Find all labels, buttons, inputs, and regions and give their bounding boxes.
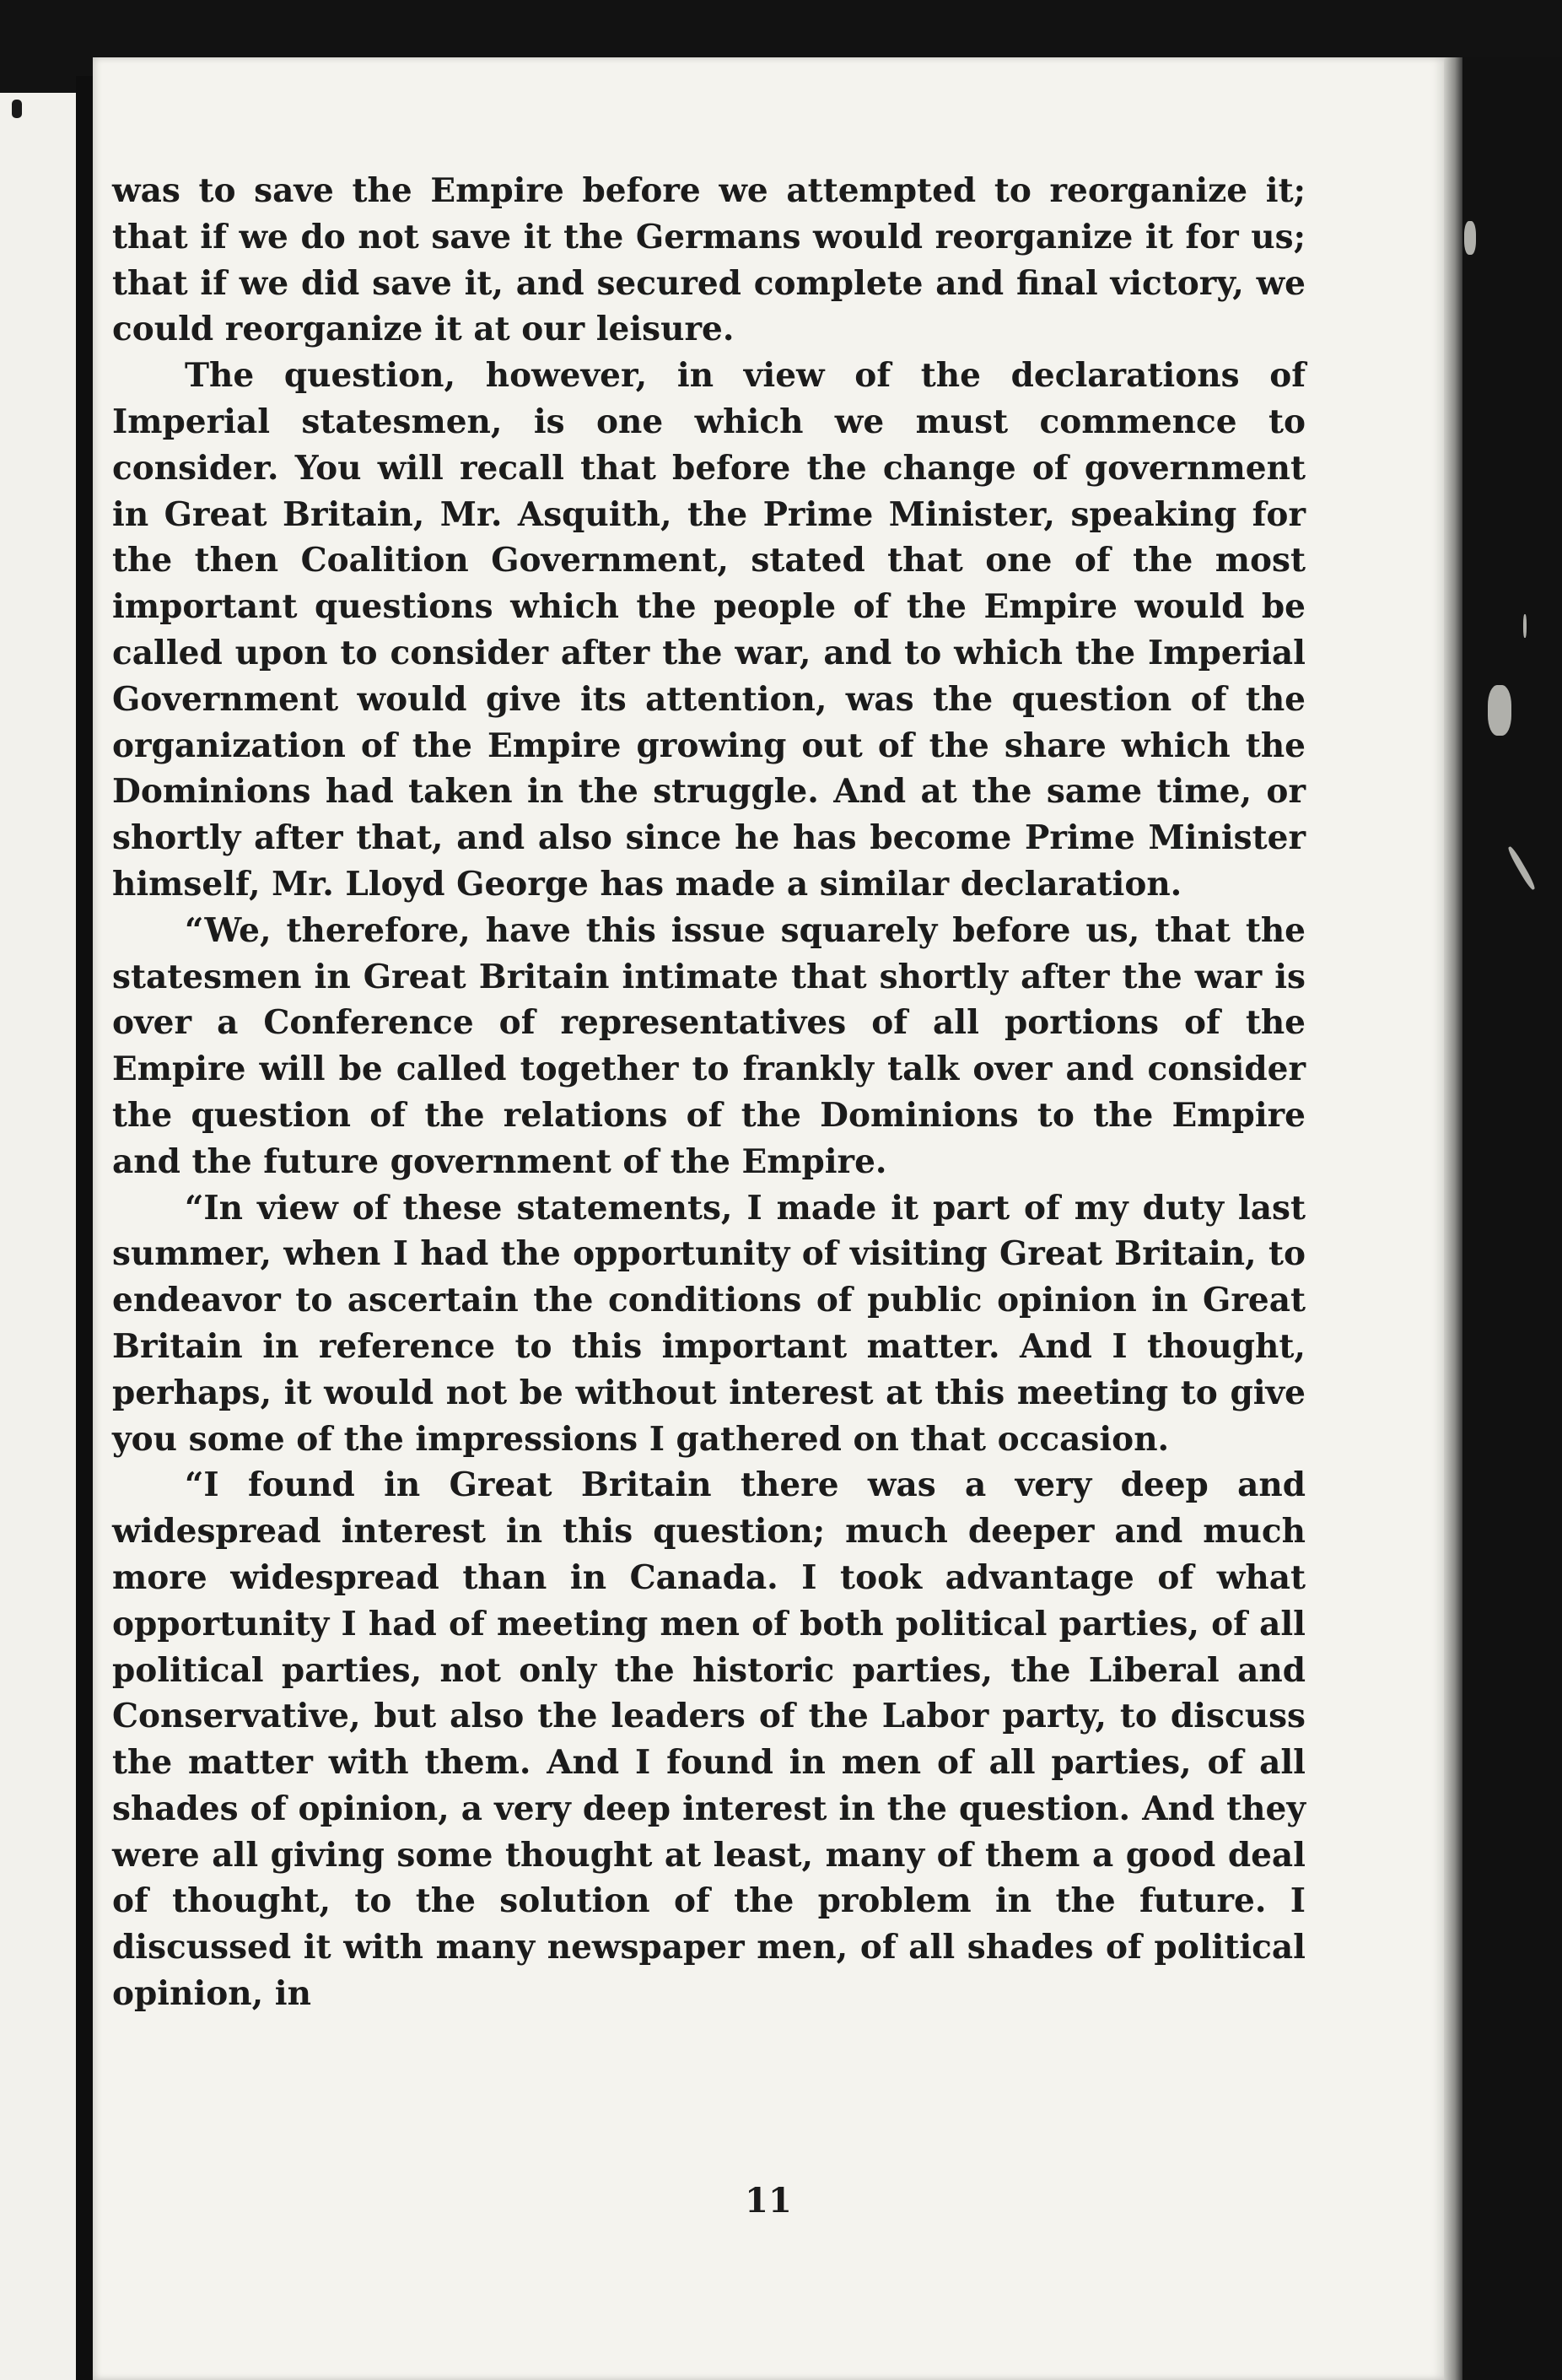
paragraph: “In view of these statements, I made it part of my duty last summer, when I had the opportunity of visiting Great Britain, to endeavor to ascertain the conditions of public opinion in Great Britain in reference to this important matter. And I thought, perhaps, it would not be without interest at this meeting to give you some of the impressions I gathered on that occasion. <box>112 1188 1306 1459</box>
page-number: 11 <box>745 2181 792 2221</box>
scan-right-border <box>1462 57 1562 2380</box>
edge-speck <box>1523 614 1527 638</box>
paragraph: was to save the Empire before we attempted to reorganize it; that if we do not save it the Germans would reorganize it for us; that if we did save it, and secured complete and final victory, we could reorganize it at our leisure. <box>112 171 1306 349</box>
facing-page-edge <box>0 93 76 2380</box>
page-fore-edge <box>1444 57 1462 2380</box>
paragraph: “We, therefore, have this issue squarely before us, that the statesmen in Great Britain intimate that shortly after the war is over a Conference of representatives of all portions of the Empire will be called together to frankly talk over and consider the question of the relations of the Dominions to the Empire and the future government of the Empire. <box>112 910 1306 1181</box>
body-text <box>112 168 1306 2017</box>
facing-page-mark <box>12 100 22 118</box>
paragraph: “I found in Great Britain there was a very deep and widespread interest in this question; much deeper and much more widespread than in Canada. I took advantage of what opportunity I had of meeting men of both political parties, of all political parties, not only the historic parties, the Liberal and Conservative, but also the leaders of the Labor party, to discuss the matter with them. And I found in men of all parties, of all shades of opinion, a very deep interest in the question. And they were all giving some thought at least, many of them a good deal of thought, to the solution of the problem in the future. I discussed it with many newspaper men, of all shades of political opinion, in <box>112 1465 1306 2014</box>
paragraph: The question, however, in view of the declarations of Imperial statesmen, is one which we must commence to consider. You will recall that before the change of government in Great Britain, Mr. Asquith, the Prime Minister, speaking for the then Coalition Government, stated that one of the most important questions which the people of the Empire would be called upon to consider after the war, and to which the Imperial Government would give its attention, was the question of the organization of the Empire growing out of the share which the Dominions had taken in the struggle. And at the same time, or shortly after that, and also since he has become Prime Minister himself, Mr. Lloyd George has made a similar declaration. <box>112 356 1306 904</box>
edge-speck <box>1464 221 1476 255</box>
edge-speck <box>1488 685 1511 736</box>
book-gutter <box>76 76 93 2380</box>
